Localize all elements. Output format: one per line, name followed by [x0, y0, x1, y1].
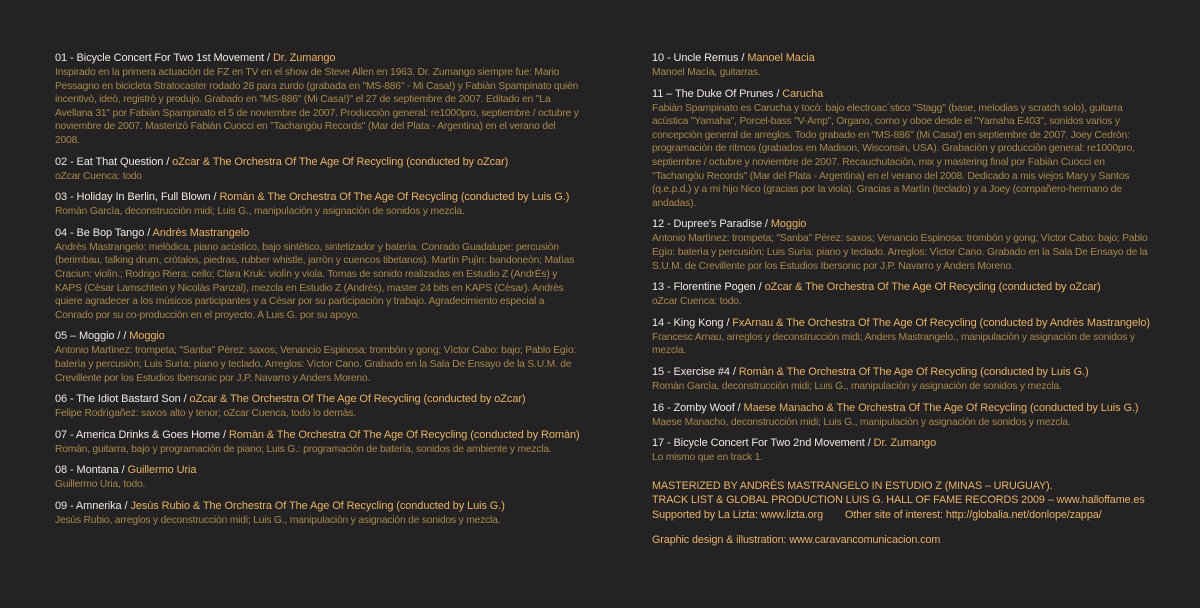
track-heading: [652, 217, 1152, 232]
track-title: 16 - Zomby Woof: [652, 401, 735, 414]
track-heading: [652, 280, 1152, 295]
track-description: Antonio Martìnez: trompeta; "Sanba" Pèrez: saxos; Venancio Espinosa: trombòn y gong; Vìctor Cabo: bajo; Pablo Egìo: baterìa y percusiòn; Luis Surìa: piano y teclado. Arreglos: Vìctor Cano. Grabado en la Sala De Ensayo de la S.U.M. de Crevillente por los Estudios Ibersonic por J.P. Navarro y Anders Moreno.: [55, 345, 577, 384]
track-title: 11 – The Duke Of Prunes: [652, 87, 774, 100]
track-description: Manoel Macìa, guitarras.: [652, 67, 761, 78]
track-heading: [652, 87, 1152, 102]
track-description: Guillermo Uria, todo.: [55, 479, 146, 491]
track-artist: FxArnau & The Orchestra Of The Age Of Recycling (conducted by Andrès Mastrangelo): [732, 316, 1150, 329]
track-heading: [652, 401, 1152, 416]
title-separator: /: [864, 437, 874, 450]
track-entry: [55, 463, 580, 492]
title-separator: /: [264, 52, 273, 64]
tracklist-credit: TRACK LIST & GLOBAL PRODUCTION LUIS G. HALL OF FAME RECORDS 2009 – www.halloffame.es: [652, 494, 1145, 507]
track-description: Romàn Garcìa, deconstrucciòn midi; Luis G., manipulaciòn y asignaciòn de sonidos y mezcla.: [55, 206, 465, 218]
title-separator: /: [180, 393, 190, 406]
title-separator: /: [755, 281, 765, 294]
track-artist: Carucha: [782, 87, 824, 100]
track-description: Antonio Martìnez: trompeta; "Sanba" Pèrez: saxos; Venancio Espinosa: trombòn y gong; Vìctor Cabo: bajo; Pablo Egìo: baterìa y percusiòn; Luis Surìa: piano y teclado. Arreglos: Vìctor Cano. Grabado en la Sala De Ensayo de la S.U.M. de Crevillente por los Estudios Ibersonic por J.P. Navarro y Anders Moreno.: [652, 233, 1148, 272]
title-separator: /: [118, 464, 128, 477]
title-separator: /: [120, 330, 130, 343]
track-entry: [652, 436, 1152, 465]
track-entry: [55, 392, 580, 421]
track-title: 02 - Eat That Question: [55, 155, 164, 168]
track-title: 01 - Bicycle Concert For Two 1st Movement: [55, 52, 265, 64]
track-heading: [55, 155, 580, 170]
title-separator: /: [734, 401, 744, 414]
track-description: Inspirado en la primera actuaciòn de FZ en TV en el show de Steve Allen en 1963. Dr. Zumango siempre fue: Mario Pessagno en bicicleta Stratocaster rodado 28 para zurdo (grabada en "MS-886" - Mi Casa!) y Fabiàn Spampinato quièn incentivò, ideò, registrò y produjo. Grabado en "MS-886" (Mi Casa!)" el 27 de septiembre de 2007. Editado en "La Avellana 31" por Fabiàn Spampinato el 5 de noviembre de 2007. Producciòn general: re1000pro, septiembre / octubre y noviembre de 2007. Masterizò Fabiàn Cuocci en "Tachangòu Records" (Mar del Plata - Argentina) en el verano del 2008.: [55, 67, 579, 146]
track-entry: [55, 190, 580, 219]
track-description: Maese Manacho, deconstrucciòn midi; Luis G., manipulaciòn y asignaciòn de sonidos y mezcla.: [652, 416, 1071, 428]
title-separator: /: [144, 226, 153, 239]
track-description: Andrès Mastrangelo: melòdica, piano acùstico, bajo sintètico, sintetizador y baterìa. Conrado Guadalupe: percusiòn (berimbau, talking drum, cròtalos, piedras, rubber whistle, jarròn y cuencos tibetanos). Martin Pujìn: bandoneòn; Matìas Craciun: violìn.; Rodrigo Riera: cello; Clara Kruk: violìn y viola. Tomas de sonido realizadas en Estudio Z (AndrÈs) y KAPS (Cèsar Lamschtein y Nicolàs Panzal), mezcla en Estudio Z (Andrès), master 24 bits en KAPS (Cèsar). Andrès quiere agradecer a los mùsicos participantes y a Cèsar por su participaciòn y trabajo. Agradecimiento especial a Conrado por su co-producciòn en el proyecto. A Luis G. por su apoyo.: [55, 241, 575, 321]
track-heading: [55, 226, 580, 241]
title-separator: /: [163, 155, 173, 168]
track-entry: [652, 217, 1152, 273]
other-site-credit: Other site of interest: http://globalia.net/donlope/zappa/: [845, 508, 1102, 521]
track-title: 15 - Exercise #4: [652, 365, 730, 378]
track-title: 12 - Dupree's Paradise: [652, 218, 762, 231]
track-entry: [55, 428, 580, 457]
track-description: oZcar Cuenca: todo: [55, 170, 142, 182]
track-artist: Andrès Mastrangelo: [152, 226, 250, 239]
track-artist: Moggio: [129, 330, 165, 343]
track-title: 06 - The Idiot Bastard Son: [55, 393, 181, 406]
title-separator: /: [761, 218, 771, 231]
track-artist: Manoel Macia: [747, 52, 815, 64]
track-entry: [55, 155, 580, 184]
credits-block: [652, 479, 1152, 548]
track-title: 08 - Montana: [55, 464, 119, 477]
track-artist: Romàn & The Orchestra Of The Age Of Recycling (conducted by Luis G.): [738, 365, 1089, 378]
track-artist: oZcar & The Orchestra Of The Age Of Recycling (conducted by oZcar): [764, 281, 1101, 294]
track-description: oZcar Cuenca: todo.: [652, 296, 742, 308]
track-entry: [55, 499, 580, 528]
track-entry: [55, 329, 580, 385]
track-title: 14 - King Kong: [652, 316, 724, 329]
track-artist: oZcar & The Orchestra Of The Age Of Recycling (conducted by oZcar): [172, 155, 509, 168]
mastered-credit: MASTERIZED BY ANDRÈS MASTRANGELO IN ESTUDIO Z (MINAS – URUGUAY).: [652, 479, 1053, 492]
track-heading: [55, 329, 580, 344]
right-column: [652, 51, 1152, 548]
title-separator: /: [773, 87, 783, 100]
title-separator: /: [729, 365, 739, 378]
track-description: Fabiàn Spampinato es Carucha y tocò: bajo electroac´stico "Stagg" (base, melodias y scratch solo), guitarra acùstica "Yamaha", Porcel-bass "V-Amp", Organo, corno y oboe desde el "Yamaha E403", sonidos varios y concepciòn general de arreglos. Todo grabado en "MS-886" (Mi Casa!) en septiembre de 2007. Joey Cedròn: programaciòn de ritmos (grabados en Madison, Wisconsin, USA). Grabaciòn y producciòn general: re1000pro, septiembre / octubre y noviembre de 2007. Recauchutaciòn, mix y mastering final por Fabiàn Cuocci en "Tachangòu Records" (Mar del Plata - Argentina) en el verano del 2008. Dedicado a mis viejos Mary y Santos (q.e.p.d.) y a mi hijo Nico (gracias por la viola). Gracias a Martìn (teclado) y a Joey (compañero-hermano de andadas).: [652, 102, 1135, 209]
track-entry: [652, 401, 1152, 430]
track-heading: [55, 51, 580, 66]
track-description: Felipe Rodrìgañez: saxos alto y tenor; oZcar Cuenca, todo lo demàs.: [55, 408, 356, 420]
left-column: [55, 51, 580, 534]
track-description: Lo mismo que en track 1.: [652, 452, 763, 464]
title-separator: /: [220, 428, 229, 441]
track-title: 07 - America Drinks & Goes Home: [55, 428, 221, 441]
track-title: 04 - Be Bop Tango: [55, 226, 145, 239]
track-heading: [55, 463, 580, 478]
track-entry: [652, 51, 1152, 80]
right-track-list: [652, 51, 1152, 465]
track-description: Romàn Garcìa, deconstrucciòn midi; Luis G., manipulaciòn y asignaciòn de sonidos y mezcla.: [652, 380, 1062, 392]
track-artist: Maese Manacho & The Orchestra Of The Age Of Recycling (conducted by Luis G.): [743, 401, 1139, 414]
track-heading: [55, 499, 580, 514]
track-artist: oZcar & The Orchestra Of The Age Of Recycling (conducted by oZcar): [189, 393, 526, 406]
track-title: 05 – Moggio /: [55, 330, 121, 343]
title-separator: /: [738, 52, 748, 64]
track-description: Francesc Arnau, arreglos y deconstrucciòn midi; Anders Mastrangelo., manipulaciòn y asignaciòn de sonidos y mezcla.: [652, 331, 1135, 357]
track-artist: Jesùs Rubio & The Orchestra Of The Age Of Recycling (conducted by Luis G.): [130, 499, 505, 512]
track-heading: [652, 316, 1152, 331]
track-description: Jesùs Rubio, arreglos y deconstrucciòn midi; Luis G., manipulaciòn y asignaciòn de sonidos y mezcla.: [55, 514, 501, 526]
track-title: 03 - Holiday In Berlin, Full Blown: [55, 191, 211, 204]
track-artist: Romàn & The Orchestra Of The Age Of Recycling (conducted by Luis G.): [219, 191, 570, 204]
track-entry: [652, 280, 1152, 309]
track-artist: Romàn & The Orchestra Of The Age Of Recycling (conducted by Romàn): [228, 428, 580, 441]
track-entry: [55, 226, 580, 323]
track-entry: [55, 51, 580, 148]
track-heading: [652, 365, 1152, 380]
design-credit: Graphic design & illustration: www.caravancomunicacion.com: [652, 534, 941, 547]
track-title: 09 - Amnerika: [55, 499, 122, 512]
track-heading: [55, 190, 580, 205]
title-separator: /: [121, 499, 131, 512]
track-heading: [55, 392, 580, 407]
track-title: 10 - Uncle Remus: [652, 52, 739, 64]
track-entry: [652, 87, 1152, 211]
track-artist: Guillermo Uria: [127, 464, 197, 477]
track-artist: Dr. Zumango: [873, 437, 937, 450]
track-title: 13 - Florentine Pogen: [652, 281, 756, 294]
title-separator: /: [210, 191, 220, 204]
track-description: Romàn, guitarra, bajo y programaciòn de piano; Luis G.: programaciòn de baterìa, sonidos de ambiente y mezcla.: [55, 443, 552, 455]
supported-credit: Supported by La Lizta: www.lizta.org: [652, 508, 824, 521]
track-artist: Dr. Zumango: [272, 52, 336, 64]
title-separator: /: [723, 316, 733, 329]
track-entry: [652, 316, 1152, 358]
track-artist: Moggio: [770, 218, 807, 231]
track-heading: [652, 51, 1152, 66]
track-title: 17 - Bicycle Concert For Two 2nd Movement: [652, 437, 865, 450]
support-credit-line: [652, 508, 1152, 523]
track-entry: [652, 365, 1152, 394]
track-heading: [652, 436, 1152, 451]
track-heading: [55, 428, 580, 443]
